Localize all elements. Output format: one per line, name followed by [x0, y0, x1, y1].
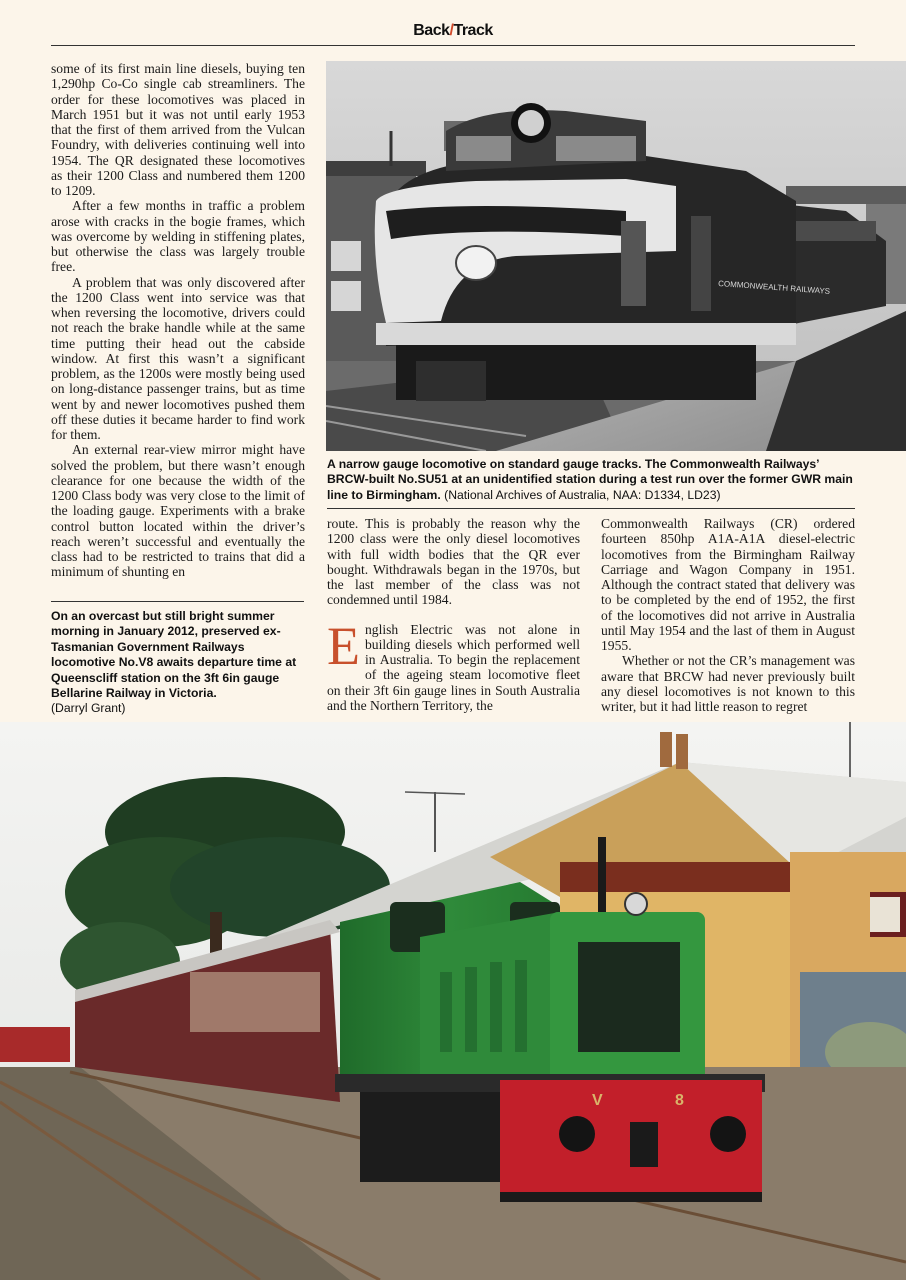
caption-photo-2-text: On an overcast but still bright summer morning in January 2012, preserved ex-Tasmanian Government Railways locomotive No.V8 awaits departure time at Queenscliff station on the 3ft 6in gauge Bellarine Railway in Victoria.: [51, 609, 297, 701]
paragraph: Whether or not the CR’s management was aware that BRCW had never previously built any diesel locomotives is not known to this writer, but it had little reason to regret: [601, 653, 855, 714]
paragraph: some of its first main line diesels, buying ten 1,290hp Co-Co single cab streamliners. The order for these locomotives was placed in March 1951 but it was not until early 1953 that the first of them arrived from the Vulcan Foundry, with deliveries continuing well into 1954. The QR designated these locomotives as their 1200 Class and numbered them 1200 to 1209.: [51, 61, 305, 198]
article-column-3: [601, 516, 855, 722]
masthead: [0, 22, 906, 46]
caption-photo-2: [51, 609, 301, 717]
caption-rule: [327, 508, 855, 509]
photo-su51-locomotive: [326, 61, 906, 451]
paragraph: A problem that was only discovered after the 1200 Class went into service was that when reversing the locomotive, drivers could not reach the brake handle while at the same time putting their head out the cabside window. At first this wasn’t a significant problem, as the 1200s were mostly being used on long-distance passenger trains, but as time went by and newer locomotives pushed them off these duties it became harder to find work for them.: [51, 274, 305, 442]
side-lettering: COMMONWEALTH RAILWAYS: [717, 279, 831, 296]
paragraph-text: nglish Electric was not alone in building diesels which performed well in Australia. To begin the replacement of the ageing steam locomotive fleet on their 3ft 6in gauge lines in South Australia and the Northern Territory, the: [327, 621, 580, 713]
paragraph: After a few months in traffic a problem arose with cracks in the bogie frames, which was overcome by welding in stiffening plates, but otherwise the class was largely trouble free.: [51, 198, 305, 275]
header-rule: [51, 45, 855, 46]
article-column-2: [327, 516, 580, 722]
paragraph: An external rear-view mirror might have solved the problem, but there wasn’t enough clearance for one because the width of the 1200 Class body was very close to the limit of the loading gauge. Experiments with a brake control button located within the driver’s reach weren’t successful and eventually the class had to be restricted to trains that did a minimum of shunting en: [51, 442, 305, 580]
paragraph: [327, 615, 580, 714]
article-column-1: [51, 61, 305, 597]
paragraph: Commonwealth Railways (CR) ordered fourteen 850hp A1A-A1A diesel-electric locomotives from the Birmingham Railway Carriage and Wagon Company in 1951. Although the contract stated that delivery was to be completed by the end of 1952, the first of the locomotives did not arrive in Australia until May 1954 and the last of them in August 1955.: [601, 516, 855, 653]
caption-photo-1-credit: (National Archives of Australia, NAA: D1334, LD23): [444, 487, 721, 502]
paragraph: route. This is probably the reason why the 1200 class were the only diesel locomotives with full width bodies that the QR ever bought. Withdrawals began in the 1970s, but the last member of the class was not condemned until 1984.: [327, 516, 580, 608]
caption-photo-1: [327, 457, 857, 503]
caption-photo-2-credit: (Darryl Grant): [51, 701, 126, 716]
brand-back: Back: [413, 22, 450, 39]
loco-number: 8: [675, 1092, 684, 1109]
loco-letter: V: [592, 1092, 603, 1109]
brand-track: Track: [453, 22, 493, 39]
drop-cap: E: [327, 615, 360, 676]
photo-v8-locomotive: [0, 722, 906, 1280]
caption-rule: [51, 601, 304, 602]
brand-slash-icon: /: [449, 22, 454, 39]
caption-photo-1-text: A narrow gauge locomotive on standard gauge tracks. The Commonwealth Railways’ BRCW-built No.SU51 at an unidentified station during a test run over the former GWR main line to Birmingham.: [327, 457, 853, 502]
